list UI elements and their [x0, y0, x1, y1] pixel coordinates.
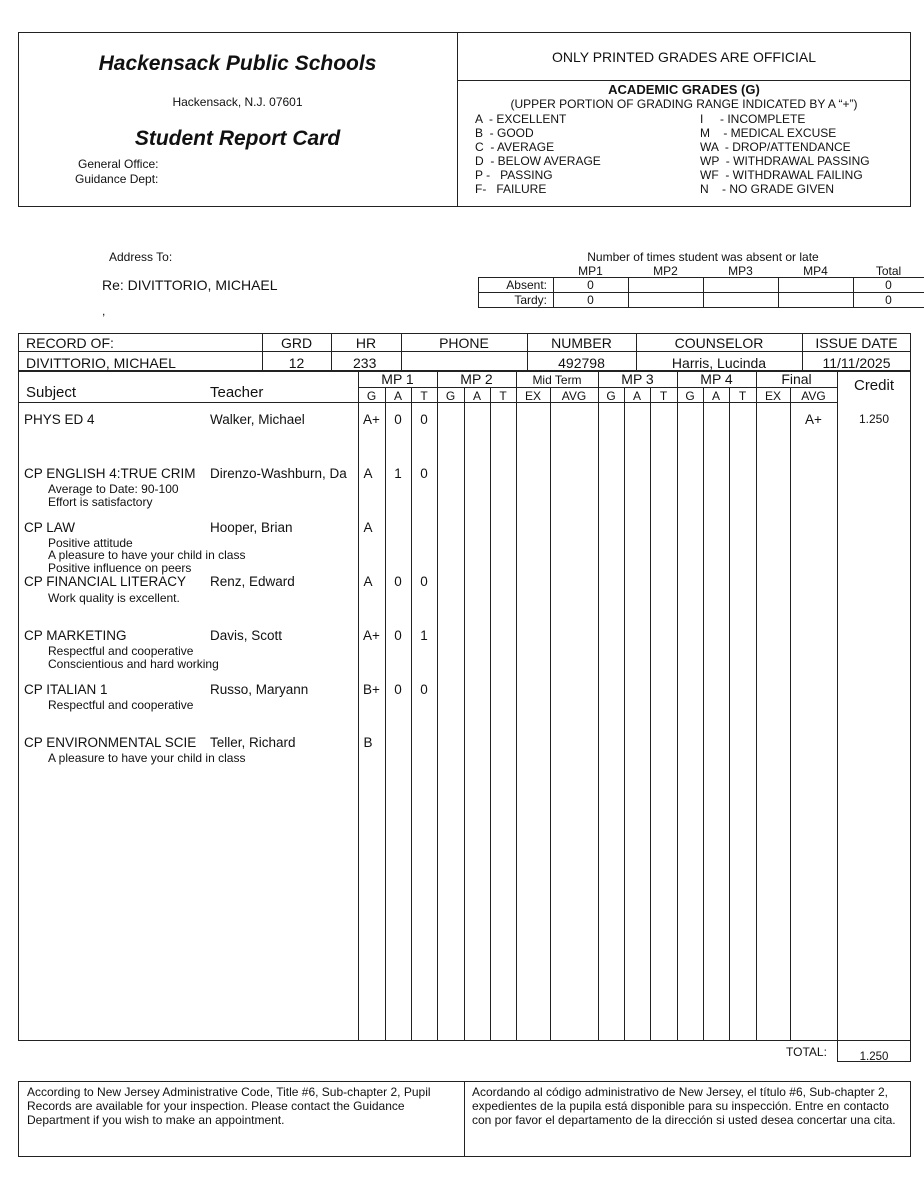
school-name: Hackensack Public Schools: [98, 52, 377, 75]
course-comment: Respectful and cooperative: [48, 698, 194, 712]
tardy-total: 0: [885, 293, 892, 307]
mp2-g-header: G: [445, 389, 456, 403]
absent-label: Absent:: [506, 278, 547, 292]
legend-item: WP - WITHDRAWAL PASSING: [700, 154, 870, 168]
absent-total: 0: [885, 278, 892, 292]
midterm-avg-header: AVG: [561, 389, 587, 403]
legend-item: I - INCOMPLETE: [700, 112, 806, 126]
course-name: CP MARKETING: [24, 628, 127, 643]
mp1-tardy: 0: [420, 412, 428, 427]
legend-item: M - MEDICAL EXCUSE: [700, 126, 837, 140]
mp4-g-header: G: [685, 389, 695, 403]
tardy-mp1: 0: [587, 293, 594, 307]
phone-header: PHONE: [439, 335, 489, 351]
number-header: NUMBER: [551, 335, 612, 351]
course-comment: A pleasure to have your child in class: [48, 548, 246, 562]
mp1-tardy: 0: [420, 682, 428, 697]
legend-subtitle: (UPPER PORTION OF GRADING RANGE INDICATED BY A “+”): [510, 97, 858, 111]
counselor-header: COUNSELOR: [674, 335, 764, 351]
legend-item: F- FAILURE: [475, 182, 547, 196]
mp1-grade: A+: [363, 412, 380, 427]
legend-item: P - PASSING: [475, 168, 553, 182]
grd-header: GRD: [280, 335, 313, 351]
total-label: TOTAL:: [786, 1045, 827, 1059]
counselor-name: Harris, Lucinda: [671, 355, 767, 371]
course-comment: Effort is satisfactory: [48, 495, 153, 509]
legend-title: ACADEMIC GRADES (G): [608, 82, 760, 97]
legend-divider: [457, 80, 911, 81]
course-teacher: Davis, Scott: [210, 628, 283, 643]
legend-item: D - BELOW AVERAGE: [475, 154, 601, 168]
attendance-col-mp3: MP3: [728, 264, 753, 278]
course-comment: Work quality is excellent.: [48, 591, 180, 605]
credit-header: Credit: [853, 377, 894, 394]
course-teacher: Russo, Maryann: [210, 682, 309, 697]
mp1-absent: 0: [394, 412, 402, 427]
legend-item: A - EXCELLENT: [475, 112, 567, 126]
course-name: CP LAW: [24, 520, 76, 535]
legend-item: N - NO GRADE GIVEN: [700, 182, 835, 196]
attendance-title: Number of times student was absent or late: [587, 250, 819, 264]
mp1-absent: 1: [394, 466, 402, 481]
course-name: CP FINANCIAL LITERACY: [24, 574, 187, 589]
issue-date-header: ISSUE DATE: [815, 335, 898, 351]
course-comment: Positive attitude: [48, 536, 133, 550]
mp4-a-header: A: [711, 389, 720, 403]
mp1-grade: A+: [363, 628, 380, 643]
mp1-absent: 0: [394, 682, 402, 697]
address-comma: ,: [102, 304, 106, 318]
mp3-g-header: G: [606, 389, 616, 403]
student-number: 492798: [558, 355, 605, 371]
hr-header: HR: [355, 335, 377, 351]
mp1-grade: A: [363, 520, 373, 535]
attendance-col-total: Total: [875, 264, 902, 278]
tardy-label: Tardy:: [514, 293, 547, 307]
doc-title: Student Report Card: [134, 127, 341, 150]
official-notice: ONLY PRINTED GRADES ARE OFFICIAL: [552, 49, 816, 65]
legend-right-list: [700, 112, 870, 196]
mp1-grade: B: [363, 735, 373, 750]
issue-date: 11/11/2025: [822, 355, 891, 371]
mp1-grade: A: [363, 574, 373, 589]
legend-item: B - GOOD: [475, 126, 534, 140]
course-name: CP ENGLISH 4:TRUE CRIM: [24, 466, 196, 481]
mp3-a-header: A: [632, 389, 641, 403]
mp3-header: MP 3: [621, 371, 654, 387]
mp1-a-header: A: [393, 389, 402, 403]
student-hr: 233: [353, 355, 377, 371]
mp1-absent: 0: [394, 628, 402, 643]
final-ex-header: EX: [764, 389, 781, 403]
footer-spanish: Acordando al código administrativo de New Jersey, el título #6, Sub-chapter 2, expedientes de la pupila está disponible para su inspección. Entre en contacto con por favor el departamento de la dirección si usted desea concertar una cita.: [472, 1085, 896, 1127]
mp2-a-header: A: [472, 389, 481, 403]
attendance-col-mp1: MP1: [578, 264, 603, 278]
course-name: CP ITALIAN 1: [24, 682, 108, 697]
final-header: Final: [781, 371, 812, 387]
re-line: Re: DIVITTORIO, MICHAEL: [102, 277, 278, 293]
legend-item: C - AVERAGE: [475, 140, 555, 154]
legend-item: WA - DROP/ATTENDANCE: [700, 140, 851, 154]
course-teacher: Walker, Michael: [210, 412, 305, 427]
mp1-tardy: 0: [420, 574, 428, 589]
credit: 1.250: [858, 412, 890, 426]
mp1-header: MP 1: [381, 371, 414, 387]
student-name: DIVITTORIO, MICHAEL: [26, 355, 176, 371]
attendance-col-mp4: MP4: [803, 264, 828, 278]
legend-item: WF - WITHDRAWAL FAILING: [700, 168, 863, 182]
course-comment: Positive influence on peers: [48, 561, 192, 575]
subject-header: Subject: [26, 384, 77, 401]
school-address: Hackensack, N.J. 07601: [172, 95, 303, 109]
student-grade: 12: [288, 355, 305, 371]
general-office-label: General Office:: [78, 157, 159, 171]
mp3-t-header: T: [659, 389, 668, 403]
mp1-grade: A: [363, 466, 373, 481]
midterm-header: Mid Term: [532, 373, 582, 387]
mp2-header: MP 2: [460, 371, 493, 387]
mp4-header: MP 4: [700, 371, 733, 387]
guidance-label: Guidance Dept:: [75, 172, 159, 186]
mp1-tardy: 0: [420, 466, 428, 481]
mp1-tardy: 1: [420, 628, 428, 643]
course-comment: Respectful and cooperative: [48, 644, 194, 658]
course-teacher: Teller, Richard: [210, 735, 296, 750]
record-of-header: RECORD OF:: [26, 335, 114, 351]
course-name: CP ENVIRONMENTAL SCIE: [24, 735, 197, 750]
mp1-g-header: G: [366, 389, 377, 403]
midterm-ex-header: EX: [524, 389, 541, 403]
mp1-t-header: T: [420, 389, 428, 403]
mp4-t-header: T: [738, 389, 747, 403]
course-name: PHYS ED 4: [24, 412, 95, 427]
absent-mp1: 0: [587, 278, 594, 292]
course-comment: Conscientious and hard working: [48, 657, 219, 671]
final-avg: A+: [805, 412, 822, 427]
course-comment: Average to Date: 90-100: [48, 482, 179, 496]
course-comment: A pleasure to have your child in class: [48, 751, 246, 765]
teacher-header: Teacher: [210, 384, 264, 401]
course-teacher: Renz, Edward: [210, 574, 295, 589]
legend-left-list: [475, 112, 601, 196]
address-label: Address To:: [109, 250, 173, 264]
mp2-t-header: T: [499, 389, 507, 403]
total-value: 1.250: [859, 1051, 889, 1063]
footer-english: According to New Jersey Administrative Code, Title #6, Sub-chapter 2, Pupil Records are available for your inspection. Please contact the Guidance Department if you wish to make an appointment.: [27, 1085, 431, 1127]
final-avg-header: AVG: [801, 389, 826, 403]
mp1-absent: 0: [394, 574, 402, 589]
course-teacher: Direnzo-Washburn, Da: [210, 466, 347, 481]
mp1-grade: B+: [363, 682, 380, 697]
course-teacher: Hooper, Brian: [210, 520, 293, 535]
attendance-col-mp2: MP2: [653, 264, 678, 278]
